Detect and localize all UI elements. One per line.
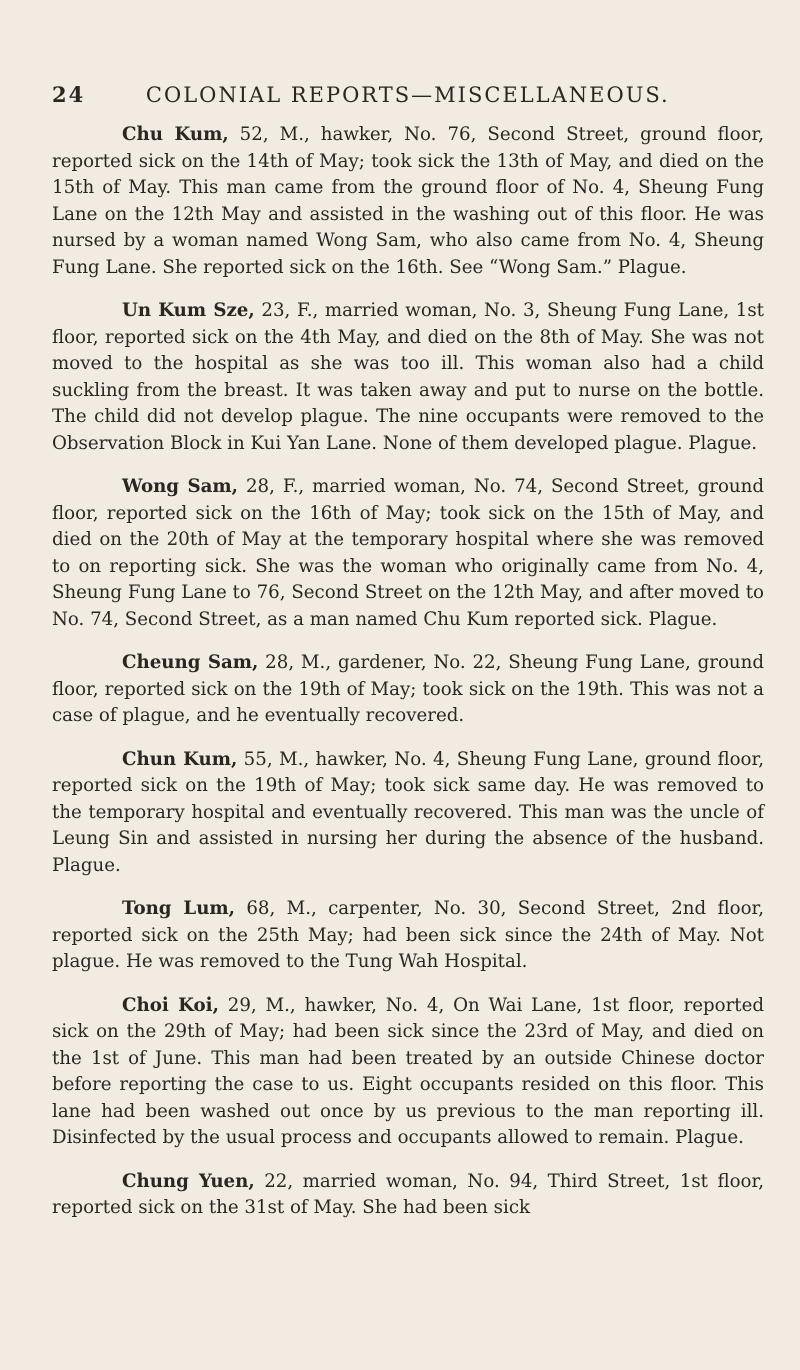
- case-entry: [52, 298, 764, 457]
- patient-name: Un Kum Sze,: [122, 300, 255, 321]
- patient-name: Chu Kum,: [122, 124, 229, 145]
- case-text: 52, M., hawker, No. 76, Second Street, ground floor, reported sick on the 14th of May; took sick the 13th of May, and died on the 15th of May. This man came from the ground floor of No. 4, Sheung Fung Lane on the 12th May and assisted in the washing out of this floor. He was nursed by a woman named Wong Sam, who also came from No. 4, Sheung Fung Lane. She reported sick on the 16th. See “Wong Sam.” Plague.: [52, 124, 764, 278]
- case-text: 23, F., married woman, No. 3, Sheung Fung Lane, 1st floor, reported sick on the 4th May, and died on the 8th of May. She was not moved to the hospital as she was too ill. This woman also had a child suckling from the breast. It was taken away and put to nurse on the bottle. The child did not develop plague. The nine occupants were removed to the Observation Block in Kui Yan Lane. None of them developed plague. Plague.: [52, 300, 764, 454]
- report-body: [52, 122, 764, 1239]
- case-text: 55, M., hawker, No. 4, Sheung Fung Lane, ground floor, reported sick on the 19th of May; took sick same day. He was removed to the temporary hospital and eventually recovered. This man was the uncle of Leung Sin and assisted in nursing her during the absence of the husband. Plague.: [52, 748, 764, 876]
- running-title: COLONIAL REPORTS—MISCELLANEOUS.: [145, 83, 670, 107]
- case-entry: [52, 993, 764, 1152]
- case-entry: [52, 896, 764, 976]
- patient-name: Choi Koi,: [122, 994, 219, 1016]
- patient-name: Cheung Sam,: [122, 652, 259, 673]
- page-number: 24: [52, 82, 86, 107]
- case-entry: [52, 747, 764, 880]
- case-entry: [52, 1169, 764, 1222]
- case-entry: [52, 122, 764, 281]
- page-header: [52, 82, 752, 107]
- patient-name: Tong Lum,: [122, 898, 235, 919]
- patient-name: Chung Yuen,: [122, 1170, 255, 1192]
- case-text: 28, M., gardener, No. 22, Sheung Fung Lane, ground floor, reported sick on the 19th of May; took sick on the 19th. This was not a case of plague, and he eventually recovered.: [52, 652, 764, 726]
- case-text: 28, F., married woman, No. 74, Second Street, ground floor, reported sick on the 16th of May; took sick on the 15th of May, and died on the 20th of May at the temporary hospital where she was removed to on reporting sick. She was the woman who originally came from No. 4, Sheung Fung Lane to 76, Second Street on the 12th May, and after moved to No. 74, Second Street, as a man named Chu Kum reported sick. Plague.: [52, 476, 764, 630]
- patient-name: Wong Sam,: [122, 476, 239, 497]
- case-entry: [52, 650, 764, 730]
- patient-name: Chun Kum,: [122, 748, 238, 770]
- case-text: 29, M., hawker, No. 4, On Wai Lane, 1st floor, reported sick on the 29th of May; had been sick since the 23rd of May, and died on the 1st of June. This man had been treated by an outside Chinese doctor before reporting the case to us. Eight occupants resided on this floor. This lane had been washed out once by us previous to the man reporting ill. Disinfected by the usual process and occupants allowed to remain. Plague.: [52, 994, 764, 1148]
- case-text: 68, M., carpenter, No. 30, Second Street, 2nd floor, reported sick on the 25th May; had been sick since the 24th of May. Not plague. He was removed to the Tung Wah Hospital.: [52, 898, 764, 972]
- case-entry: [52, 474, 764, 633]
- case-text: 22, married woman, No. 94, Third Street, 1st floor, reported sick on the 31st of May. She had been sick: [52, 1170, 764, 1218]
